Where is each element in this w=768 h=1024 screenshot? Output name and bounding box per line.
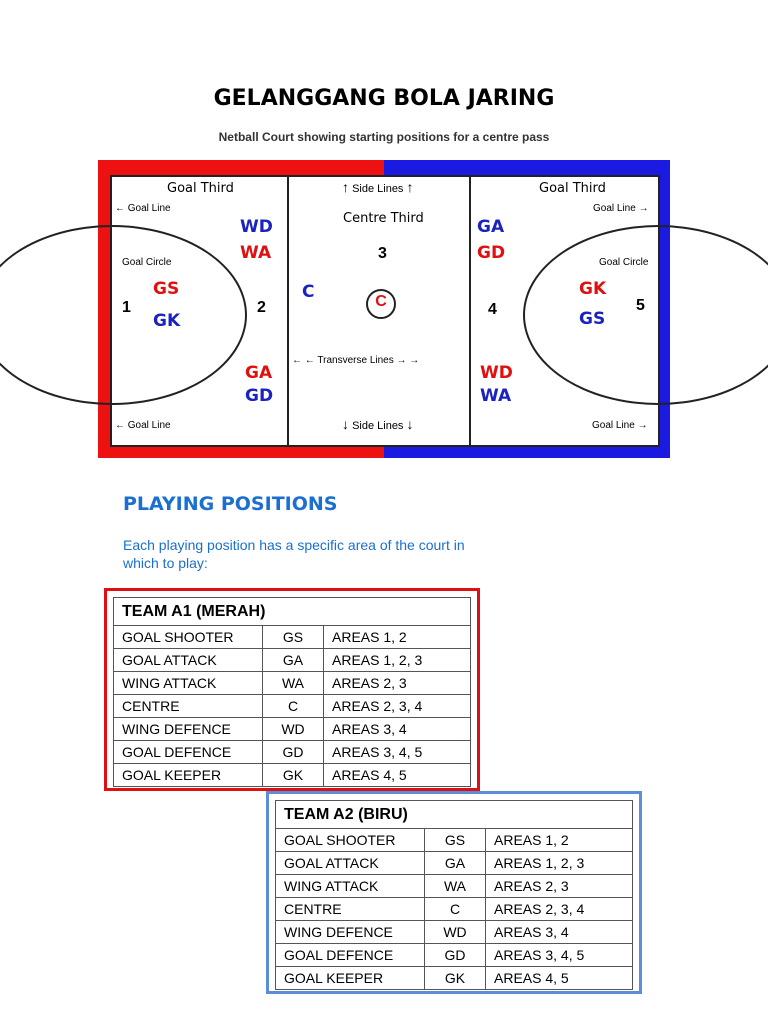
- cell-code: GD: [425, 944, 486, 967]
- table-row: [276, 852, 633, 875]
- arrow-right-icon: →: [638, 203, 649, 214]
- cell-areas: AREAS 2, 3: [324, 672, 471, 695]
- cell-code: GS: [425, 829, 486, 852]
- table-row: [276, 967, 633, 990]
- table-header-row: [114, 598, 471, 626]
- cell-code: GA: [425, 852, 486, 875]
- arrow-right-icon: →: [637, 420, 648, 431]
- court-subtitle: Netball Court showing starting positions for a centre pass: [218, 130, 550, 144]
- table-row: [276, 829, 633, 852]
- position-ga-red: GA: [245, 363, 273, 383]
- cell-areas: AREAS 1, 2: [486, 829, 633, 852]
- area-number-5: 5: [636, 297, 645, 314]
- cell-name: CENTRE: [276, 898, 425, 921]
- playing-positions-heading: PLAYING POSITIONS: [123, 493, 338, 515]
- arrow-left-icon: ←: [115, 203, 125, 214]
- position-c-red: C: [375, 293, 387, 310]
- table-row: [114, 695, 471, 718]
- goal-circle-right-label: Goal Circle: [599, 257, 649, 268]
- cell-areas: AREAS 2, 3: [486, 875, 633, 898]
- centre-circle: [366, 289, 396, 319]
- position-wa-blue: WA: [480, 386, 512, 406]
- goal-line-top-right: [593, 203, 649, 214]
- goal-third-right-label: Goal Third: [539, 181, 606, 196]
- arrow-left-icon: ← ←: [292, 355, 315, 366]
- goal-line-bottom-right: [592, 420, 648, 431]
- position-c-blue: C: [302, 282, 315, 302]
- cell-code: GD: [263, 741, 324, 764]
- cell-code: WA: [263, 672, 324, 695]
- cell-name: GOAL DEFENCE: [114, 741, 263, 764]
- arrow-down-icon: ↓: [406, 416, 414, 432]
- table-row: [114, 626, 471, 649]
- cell-code: WA: [425, 875, 486, 898]
- transverse-lines: [292, 355, 419, 366]
- area-number-2: 2: [257, 299, 266, 316]
- arrow-left-icon: ←: [115, 420, 125, 431]
- position-ga-blue: GA: [477, 217, 505, 237]
- team-a1-table: [113, 597, 471, 787]
- area-number-1: 1: [122, 299, 131, 316]
- cell-code: GS: [263, 626, 324, 649]
- cell-areas: AREAS 4, 5: [324, 764, 471, 787]
- cell-name: GOAL SHOOTER: [114, 626, 263, 649]
- table-row: [114, 649, 471, 672]
- cell-code: GK: [425, 967, 486, 990]
- goal-line-label: Goal Line: [127, 203, 171, 214]
- position-wd-red: WD: [480, 363, 513, 383]
- position-gs-blue: GS: [579, 309, 606, 329]
- position-gs-red: GS: [153, 279, 180, 299]
- position-wa-red: WA: [240, 243, 272, 263]
- cell-name: GOAL ATTACK: [114, 649, 263, 672]
- cell-areas: AREAS 1, 2, 3: [486, 852, 633, 875]
- goal-line-label: Goal Line: [593, 203, 636, 214]
- cell-name: CENTRE: [114, 695, 263, 718]
- cell-areas: AREAS 1, 2, 3: [324, 649, 471, 672]
- cell-name: WING DEFENCE: [276, 921, 425, 944]
- area-number-3: 3: [378, 245, 387, 262]
- table-row: [114, 672, 471, 695]
- team-a1-box: [104, 588, 480, 791]
- goal-line-label: Goal Line: [127, 420, 171, 431]
- centre-third-label: Centre Third: [343, 211, 424, 226]
- cell-name: GOAL KEEPER: [114, 764, 263, 787]
- cell-areas: AREAS 3, 4, 5: [486, 944, 633, 967]
- team-a2-box: [266, 791, 642, 994]
- arrow-up-icon: ↑: [406, 179, 414, 195]
- arrow-right-icon: → →: [396, 355, 420, 366]
- table-row: [276, 898, 633, 921]
- table-row: [114, 741, 471, 764]
- arrow-down-icon: ↓: [342, 416, 349, 432]
- cell-code: GA: [263, 649, 324, 672]
- team-a2-table: [275, 800, 633, 990]
- goal-line-label: Goal Line: [592, 420, 635, 431]
- side-lines-bottom: [342, 416, 414, 432]
- page-title: GELANGGANG BOLA JARING: [213, 86, 555, 111]
- transverse-lines-label: Transverse Lines: [317, 355, 394, 366]
- side-lines-top-label: Side Lines: [352, 183, 404, 195]
- cell-name: GOAL SHOOTER: [276, 829, 425, 852]
- position-gk-blue: GK: [153, 311, 181, 331]
- cell-name: WING ATTACK: [114, 672, 263, 695]
- cell-areas: AREAS 4, 5: [486, 967, 633, 990]
- goal-circle-right: [523, 225, 768, 405]
- cell-areas: AREAS 2, 3, 4: [324, 695, 471, 718]
- playing-positions-text: Each playing position has a specific area of the court in which to play:: [123, 537, 465, 571]
- cell-code: GK: [263, 764, 324, 787]
- cell-name: WING ATTACK: [276, 875, 425, 898]
- side-lines-top: [342, 179, 414, 195]
- table-header-row: [276, 801, 633, 829]
- position-gd-blue: GD: [245, 386, 274, 406]
- cell-areas: AREAS 3, 4: [324, 718, 471, 741]
- table-row: [276, 921, 633, 944]
- cell-code: C: [425, 898, 486, 921]
- cell-code: WD: [263, 718, 324, 741]
- cell-areas: AREAS 1, 2: [324, 626, 471, 649]
- team-a1-title: TEAM A1 (MERAH): [114, 598, 471, 626]
- cell-areas: AREAS 3, 4: [486, 921, 633, 944]
- goal-third-left-label: Goal Third: [167, 181, 234, 196]
- transverse-line-right: [469, 177, 471, 445]
- position-gd-red: GD: [477, 243, 506, 263]
- table-row: [114, 764, 471, 787]
- table-row: [276, 944, 633, 967]
- cell-name: GOAL ATTACK: [276, 852, 425, 875]
- position-gk-red: GK: [579, 279, 607, 299]
- cell-name: GOAL DEFENCE: [276, 944, 425, 967]
- side-lines-bottom-label: Side Lines: [352, 420, 404, 432]
- cell-areas: AREAS 2, 3, 4: [486, 898, 633, 921]
- table-row: [114, 718, 471, 741]
- goal-line-top-left: [115, 203, 171, 214]
- cell-name: GOAL KEEPER: [276, 967, 425, 990]
- cell-name: WING DEFENCE: [114, 718, 263, 741]
- team-a2-title: TEAM A2 (BIRU): [276, 801, 633, 829]
- netball-court-diagram: [110, 175, 660, 447]
- goal-line-bottom-left: [115, 420, 171, 431]
- position-wd-blue: WD: [240, 217, 273, 237]
- table-row: [276, 875, 633, 898]
- cell-code: C: [263, 695, 324, 718]
- arrow-up-icon: ↑: [342, 179, 349, 195]
- transverse-line-left: [287, 177, 289, 445]
- area-number-4: 4: [488, 301, 497, 318]
- cell-code: WD: [425, 921, 486, 944]
- cell-areas: AREAS 3, 4, 5: [324, 741, 471, 764]
- goal-circle-left-label: Goal Circle: [122, 257, 172, 268]
